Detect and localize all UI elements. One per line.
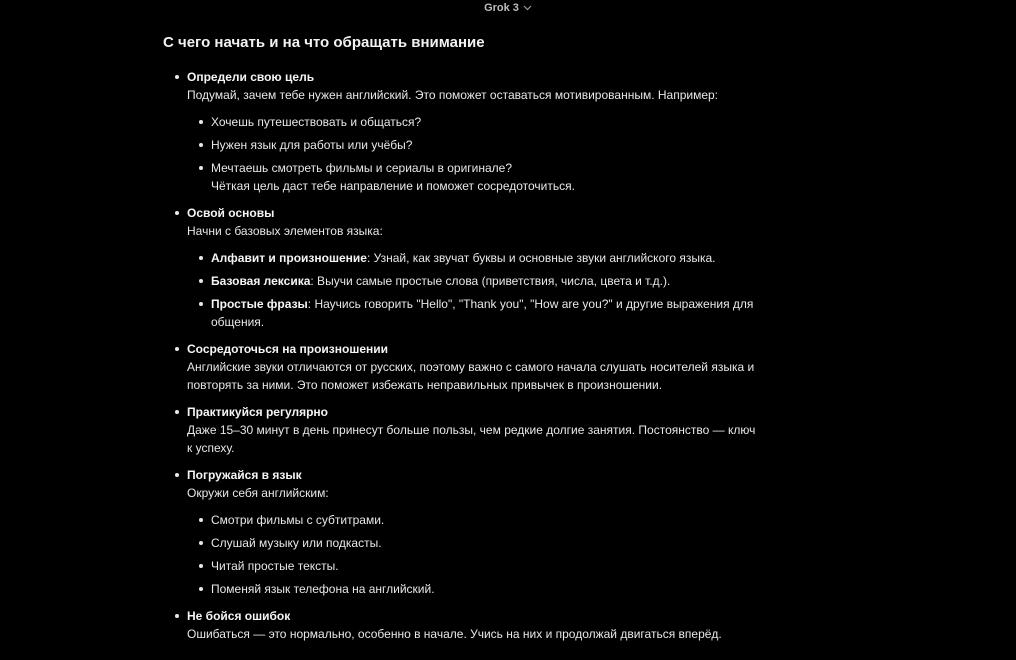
section-title: Погружайся в язык bbox=[187, 468, 302, 482]
section-pronunciation bbox=[163, 340, 763, 394]
sub-list bbox=[187, 249, 763, 331]
sub-list bbox=[187, 511, 763, 598]
section-basics bbox=[163, 204, 763, 331]
section-note: Чёткая цель даст тебе направление и поможет сосредоточиться. bbox=[211, 179, 575, 193]
chevron-down-icon bbox=[523, 5, 532, 11]
sub-list bbox=[187, 113, 763, 195]
list-item: Алфавит и произношение: Узнай, как звучат буквы и основные звуки английского языка. bbox=[187, 249, 763, 267]
answer-heading: С чего начать и на что обращать внимание bbox=[163, 34, 485, 51]
section-text: Ошибаться — это нормально, особенно в начале. Учись на них и продолжай двигаться вперёд. bbox=[187, 627, 722, 641]
section-define-goal bbox=[163, 68, 763, 195]
section-list bbox=[163, 68, 763, 643]
list-item: Мечтаешь смотреть фильмы и сериалы в оригинале? Чёткая цель даст тебе направление и поможет сосредоточиться. bbox=[187, 159, 763, 195]
model-name: Grok 3 bbox=[484, 2, 519, 14]
section-title: Определи свою цель bbox=[187, 70, 315, 84]
list-item: Базовая лексика: Выучи самые простые слова (приветствия, числа, цвета и т.д.). bbox=[187, 272, 763, 290]
section-immersion bbox=[163, 466, 763, 598]
assistant-message bbox=[163, 30, 763, 652]
section-text: Окружи себя английским: bbox=[187, 486, 329, 500]
section-practice bbox=[163, 403, 763, 457]
section-text: Начни с базовых элементов языка: bbox=[187, 224, 383, 238]
section-title: Практикуйся регулярно bbox=[187, 405, 329, 419]
section-title: Не бойся ошибок bbox=[187, 609, 291, 623]
top-bar bbox=[0, 0, 1016, 18]
list-item: Поменяй язык телефона на английский. bbox=[187, 580, 763, 598]
section-title: Освой основы bbox=[187, 206, 275, 220]
list-item: Простые фразы: Научись говорить "Hello", "Thank you", "How are you?" и другие выражения для общения. bbox=[187, 295, 763, 331]
list-item: Читай простые тексты. bbox=[187, 557, 763, 575]
section-text: Даже 15–30 минут в день принесут больше пользы, чем редкие долгие занятия. Постоянство — ключ к успеху. bbox=[187, 423, 756, 455]
model-selector[interactable] bbox=[484, 2, 532, 14]
section-title: Сосредоточься на произношении bbox=[187, 342, 389, 356]
section-text: Подумай, зачем тебе нужен английский. Это поможет оставаться мотивированным. Например: bbox=[187, 88, 719, 102]
list-item: Нужен язык для работы или учёбы? bbox=[187, 136, 763, 154]
section-text: Английские звуки отличаются от русских, поэтому важно с самого начала слушать носителей языка и повторять за ними. Это поможет избежать неправильных привычек в произношении. bbox=[187, 360, 755, 392]
list-item: Смотри фильмы с субтитрами. bbox=[187, 511, 763, 529]
list-item: Хочешь путешествовать и общаться? bbox=[187, 113, 763, 131]
section-mistakes bbox=[163, 607, 763, 643]
list-item: Слушай музыку или подкасты. bbox=[187, 534, 763, 552]
